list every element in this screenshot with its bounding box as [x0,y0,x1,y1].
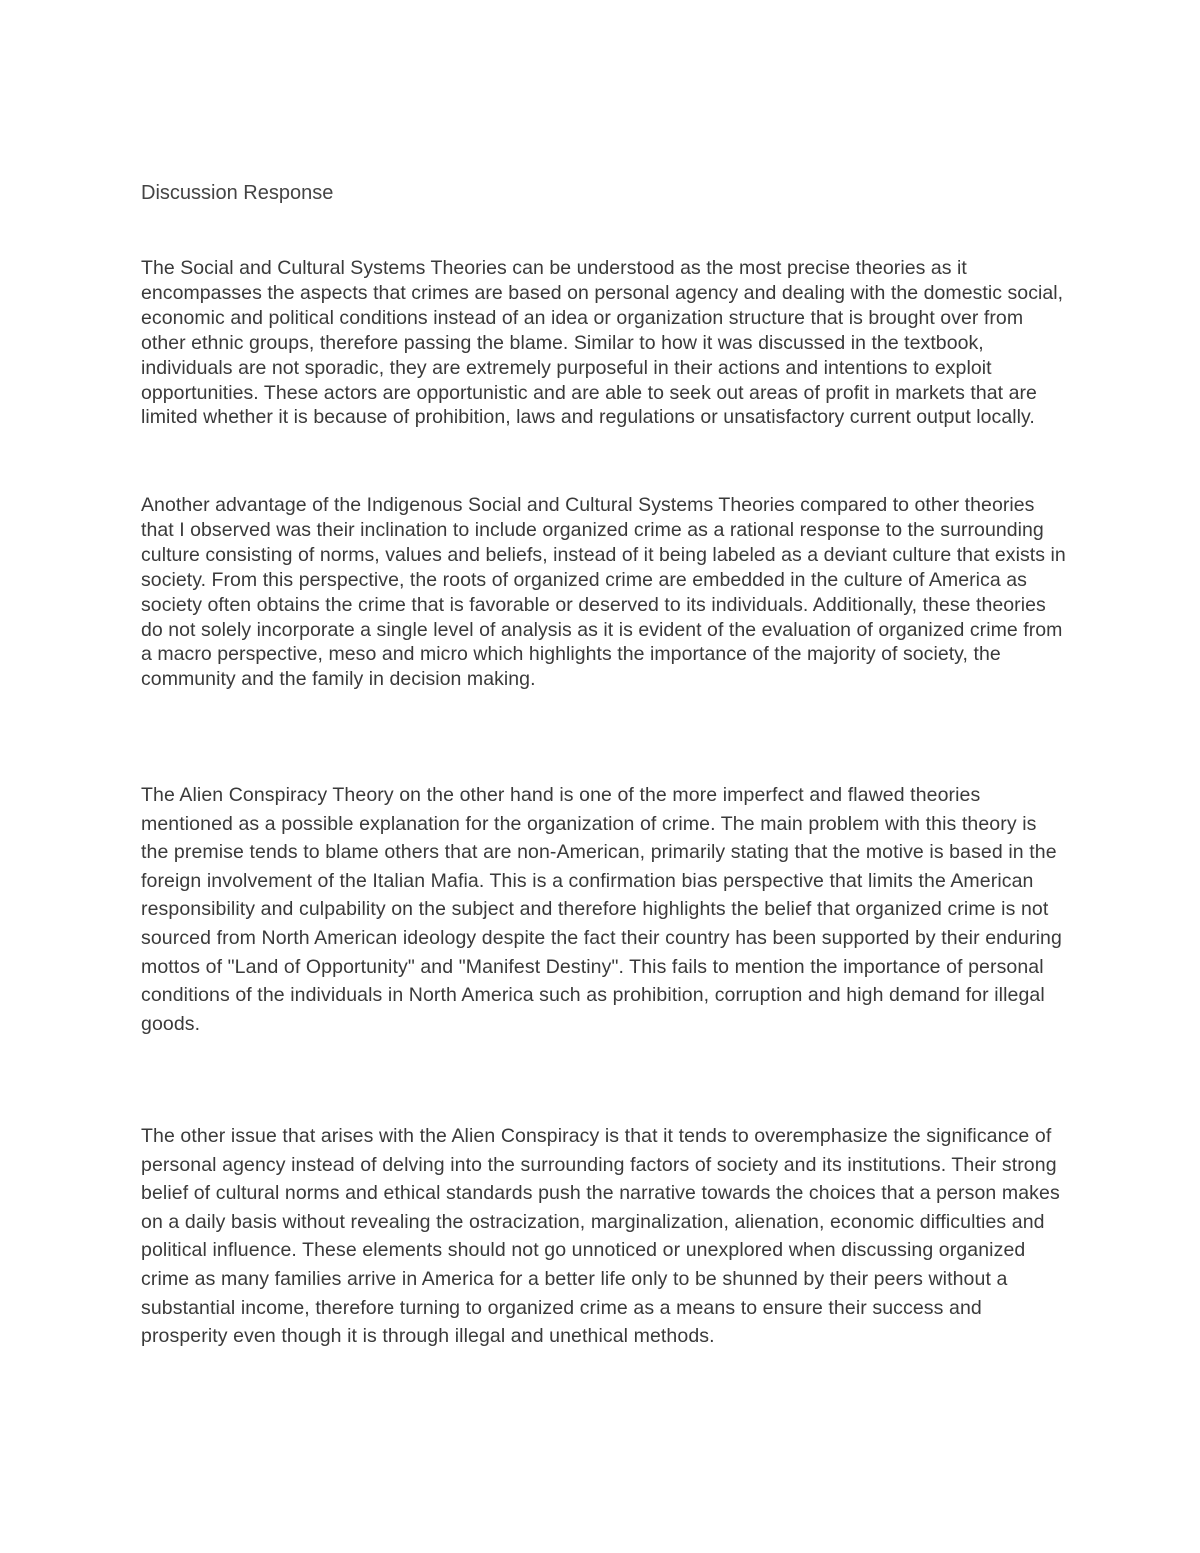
paragraph-alien-conspiracy: The Alien Conspiracy Theory on the other hand is one of the more imperfect and flawed theories mentioned as a possible explanation for the organization of crime. The main problem with this theory is the premise tends to blame others that are non-American, primarily stating that the motive is based in the foreign involvement of the Italian Mafia. This is a confirmation bias perspective that limits the American responsibility and culpability on the subject and therefore highlights the belief that organized crime is not sourced from North American ideology despite the fact their country has been supported by their enduring mottos of "Land of Opportunity" and "Manifest Destiny". This fails to mention the importance of personal conditions of the individuals in North America such as prohibition, corruption and high demand for illegal goods. [141,784,1062,1035]
paragraph-alien-conspiracy-issue: The other issue that arises with the Alien Conspiracy is that it tends to overemphasize the significance of personal agency instead of delving into the surrounding factors of society and its institutions. Their strong belief of cultural norms and ethical standards push the narrative towards the choices that a person makes on a daily basis without revealing the ostracization, marginalization, alienation, economic difficulties and political influence. These elements should not go unnoticed or unexplored when discussing organized crime as many families arrive in America for a better life only to be shunned by their peers without a substantial income, therefore turning to organized crime as a means to ensure their success and prosperity even though it is through illegal and unethical methods. [141,1125,1060,1348]
document-title: Discussion Response [141,182,334,204]
paragraph-indigenous-advantage: Another advantage of the Indigenous Social and Cultural Systems Theories compared to other theories that I observed was their inclination to include organized crime as a rational response to the surrounding culture consisting of norms, values and beliefs, instead of it being labeled as a deviant culture that exists in society. From this perspective, the roots of organized crime are embedded in the culture of America as society often obtains the crime that is favorable or deserved to its individuals. Additionally, these theories do not solely incorporate a single level of analysis as it is evident of the evaluation of organized crime from a macro perspective, meso and micro which highlights the importance of the majority of society, the community and the family in decision making. [141,494,1066,691]
paragraph-social-cultural-theories: The Social and Cultural Systems Theories can be understood as the most precise theories as it encompasses the aspects that crimes are based on personal agency and dealing with the domestic social, economic and political conditions instead of an idea or organization structure that is brought over from other ethnic groups, therefore passing the blame. Similar to how it was discussed in the textbook, individuals are not sporadic, they are extremely purposeful in their actions and intentions to exploit opportunities. These actors are opportunistic and are able to seek out areas of profit in markets that are limited whether it is because of prohibition, laws and regulations or unsatisfactory current output locally. [141,257,1064,429]
